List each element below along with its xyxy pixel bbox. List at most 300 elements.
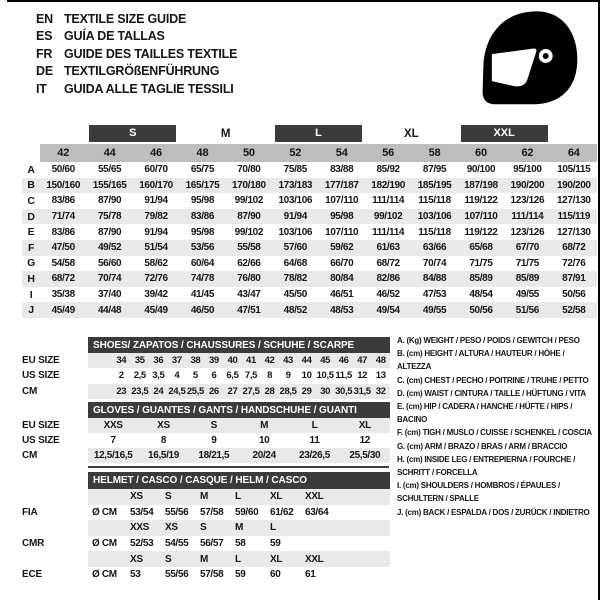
measurement-cell: 57/60 [283, 242, 307, 254]
helmet-size-cell: XL [270, 553, 283, 565]
measurement-cell: 50/56 [469, 304, 493, 316]
helmet-size-cell: 61/62 [270, 506, 294, 518]
shoes-size-cell: 40 [227, 355, 238, 367]
shoes-size-cell: 9 [285, 370, 291, 382]
measurement-cell: 99/102 [234, 195, 264, 207]
textile-row-G [22, 256, 597, 272]
size-number-cell: 42 [40, 144, 86, 162]
size-number-cell: 58 [411, 144, 457, 162]
measurement-cell: 127/130 [556, 195, 591, 207]
row-label: H [27, 272, 35, 285]
gloves-row [88, 448, 390, 463]
measurement-cell: 78/82 [283, 273, 307, 285]
measurement-cell: 54/58 [51, 257, 75, 269]
helmet-size-table [22, 472, 390, 583]
measurement-cell: 50/60 [51, 164, 75, 176]
gloves-size-cell: 10 [258, 435, 270, 446]
measurement-cell: 48/52 [283, 304, 307, 316]
gloves-size-cell: 12 [359, 435, 371, 446]
measurement-cell: 47/50 [51, 242, 75, 254]
shoes-size-cell: 27,5 [242, 385, 260, 397]
helmet-sizes-row [88, 520, 390, 536]
measurement-cell: 45/50 [283, 289, 307, 301]
measurement-cell: 39/42 [144, 289, 168, 301]
size-number-cell: 44 [86, 144, 132, 162]
measurement-cell: 87/90 [97, 195, 122, 207]
textile-table-body [22, 162, 597, 318]
textile-row-A [22, 162, 597, 178]
measurement-cell: 67/70 [515, 242, 539, 254]
gloves-row [88, 433, 390, 448]
size-number-cell: 54 [319, 144, 365, 162]
gloves-size-cell: 8 [160, 435, 167, 446]
size-number-cell: 62 [504, 144, 550, 162]
helmet-unit-cell: Ø CM [92, 569, 117, 581]
shoes-size-cell: 48 [375, 355, 386, 367]
measurement-cell: 82/86 [376, 273, 400, 285]
size-group-XXL: XXL [461, 125, 548, 142]
shoes-row-label: US SIZE [22, 370, 60, 382]
shoes-size-table [22, 337, 390, 399]
helmet-size-cell: 59 [235, 569, 246, 581]
shoes-size-cell: 27 [227, 385, 238, 397]
shoes-size-cell: 4 [174, 370, 180, 382]
shoes-row-label: CM [22, 385, 38, 397]
shoes-size-cell: 2 [118, 370, 124, 382]
measurement-cell: 75/78 [97, 211, 122, 223]
helmet-standard-label: ECE [22, 569, 42, 581]
helmet-size-cell: XXL [305, 553, 324, 565]
measurement-cell: 37/40 [97, 289, 122, 301]
shoes-size-cell: 32 [375, 385, 386, 397]
helmet-values-row [88, 536, 390, 552]
gloves-size-cell: S [210, 420, 217, 431]
textile-row-I [22, 287, 597, 303]
measurement-cell: 190/200 [556, 179, 591, 191]
helmet-size-cell: 53/54 [130, 506, 154, 518]
shoes-size-cell: 39 [208, 355, 219, 367]
measurement-cell: 155/165 [92, 179, 127, 191]
measurement-cell: 71/74 [51, 211, 75, 223]
measurement-cell: 52/58 [562, 304, 586, 316]
helmet-unit-cell: Ø CM [92, 506, 117, 518]
helmet-size-cell: XS [130, 491, 143, 503]
shoes-size-cell: 36 [153, 355, 164, 367]
language-label: GUÍA DE TALLAS [64, 29, 165, 44]
gloves-row-label: CM [22, 450, 38, 461]
legend-item: E. (cm) HIP / CADERA / HANCHE / HÜFTE / HIPS / BACINO [397, 402, 573, 425]
gloves-size-cell: 25,5/30 [349, 450, 381, 461]
measurement-cell: 47/51 [237, 304, 261, 316]
helmet-size-cell: L [235, 553, 241, 565]
measurement-cell: 55/58 [237, 242, 261, 254]
measurement-cell: 43/47 [237, 289, 261, 301]
gloves-size-cell: XL [358, 420, 371, 431]
measurement-cell: 53/56 [190, 242, 215, 254]
shoes-size-cell: 30 [320, 385, 331, 397]
measurement-cell: 45/49 [51, 304, 75, 316]
shoes-size-cell: 24 [153, 385, 164, 397]
measurement-cell: 91/94 [144, 226, 168, 238]
measurement-cell: 50/56 [562, 289, 586, 301]
shoes-size-cell: 35 [134, 355, 145, 367]
measurement-cell: 65/68 [469, 242, 493, 254]
measurement-cell: 87/90 [97, 226, 122, 238]
shoes-size-cell: 37 [171, 355, 182, 367]
shoes-size-cell: 10 [301, 370, 312, 382]
measurement-cell: 160/170 [139, 179, 173, 191]
measurement-cell: 87/95 [422, 164, 447, 176]
gloves-size-table [22, 402, 390, 463]
measurement-cell: 103/106 [278, 226, 313, 238]
textile-row-C [22, 193, 597, 209]
measurement-cell: 111/114 [372, 195, 405, 207]
helmet-size-cell: XS [165, 522, 178, 534]
measurement-cell: 55/65 [97, 164, 122, 176]
language-row [36, 45, 237, 63]
row-label: J [28, 304, 34, 317]
measurement-cell: 119/122 [464, 195, 498, 207]
measurement-cell: 103/106 [278, 195, 313, 207]
legend-item: D. (cm) WAIST / CINTURA / TAILLE / HÜFTUNG / VITA [397, 388, 586, 398]
measurement-cell: 44/48 [97, 304, 122, 316]
gloves-size-cell: 23/26,5 [299, 450, 330, 461]
measurement-cell: 49/54 [376, 304, 400, 316]
gloves-size-cell: M [260, 420, 269, 431]
helmet-size-cell: L [235, 491, 241, 503]
helmet-size-cell: 58 [235, 538, 246, 550]
row-label: G [27, 257, 35, 270]
language-code: ES [36, 29, 53, 44]
measurement-cell: 165/175 [185, 179, 220, 191]
shoes-size-cell: 26 [208, 385, 219, 397]
helmet-section-title: HELMET / CASCO / CASQUE / HELM / CASCO [88, 472, 390, 489]
size-number-cell: 50 [226, 144, 272, 162]
helmet-size-cell: 60 [270, 569, 281, 581]
shoes-size-cell: 45 [320, 355, 331, 367]
gloves-row-label: US SIZE [22, 435, 60, 446]
helmet-size-cell: 63/64 [305, 506, 329, 518]
helmet-size-cell: 59/60 [235, 506, 259, 518]
shoes-size-cell: 42 [264, 355, 275, 367]
gloves-size-cell: XXS [103, 420, 123, 431]
shoes-size-cell: 47 [357, 355, 368, 367]
helmet-sizes-row [88, 551, 390, 567]
measurement-cell: 127/130 [556, 226, 591, 238]
measurement-cell: 150/160 [46, 179, 81, 191]
measurement-cell: 115/118 [418, 195, 451, 207]
language-row [36, 63, 237, 81]
legend-item: F. (cm) TIGH / MUSLO / CUISSE / SCHENKEL / COSCIA [397, 428, 592, 438]
gloves-row [88, 418, 390, 433]
measurement-cell: 41/45 [190, 289, 215, 301]
measurement-cell: 182/190 [371, 179, 405, 191]
helmet-size-cell: 57/58 [200, 569, 224, 581]
measurement-cell: 91/94 [144, 195, 168, 207]
measurement-cell: 62/66 [237, 257, 261, 269]
measurement-cell: 60/64 [190, 257, 215, 269]
textile-row-E [22, 224, 597, 240]
measurement-cell: 46/52 [376, 289, 400, 301]
measurement-cell: 49/52 [97, 242, 122, 254]
shoes-size-cell: 8 [267, 370, 272, 382]
measurement-cell: 95/98 [190, 195, 215, 207]
measurement-cell: 68/72 [376, 257, 400, 269]
language-code: FR [36, 46, 53, 61]
size-group-M: M [220, 128, 231, 140]
row-label: I [29, 288, 33, 301]
shoes-row [88, 353, 390, 368]
row-label: D [27, 210, 35, 223]
measurement-cell: 123/126 [510, 226, 545, 238]
measurement-cell: 72/76 [144, 273, 168, 285]
helmet-size-cell: 56/57 [200, 538, 224, 550]
measurement-cell: 85/89 [469, 273, 493, 285]
measurement-cell: 83/86 [51, 226, 75, 238]
measurement-cell: 60/70 [144, 164, 168, 176]
language-label: TEXTILGRÖßENFÜHRUNG [64, 64, 220, 79]
measurement-cell: 35/38 [51, 289, 75, 301]
helmet-size-cell: 55/56 [165, 506, 189, 518]
helmet-size-cell: 54/55 [165, 538, 189, 550]
shoes-size-cell: 23 [116, 385, 127, 397]
shoes-size-cell: 10,5 [316, 370, 334, 382]
measurement-cell: 83/88 [330, 164, 354, 176]
size-number-cell: 64 [551, 144, 597, 162]
helmet-size-cell: 61 [305, 569, 316, 581]
measurement-cell: 48/54 [469, 289, 493, 301]
shoes-size-cell: 43 [283, 355, 293, 367]
shoes-size-cell: 44 [301, 355, 312, 367]
helmet-size-cell: XL [270, 491, 283, 503]
measurement-cell: 75/85 [283, 164, 307, 176]
gloves-size-cell: 20/24 [252, 450, 276, 461]
language-code: EN [36, 11, 53, 26]
measurement-cell: 56/60 [97, 257, 122, 269]
gloves-size-cell: XS [157, 420, 170, 431]
legend-item: G. (cm) ARM / BRAZO / BRAS / ARM / BRACCIO [397, 441, 568, 451]
legend-item: B. (cm) HEIGHT / ALTURA / HAUTEUR / HÖHE / ALTEZZA [397, 349, 565, 372]
helmet-values-row [88, 567, 390, 583]
row-label: F [27, 241, 35, 254]
measurement-cell: 76/80 [237, 273, 261, 285]
measurement-cell: 70/80 [237, 164, 261, 176]
helmet-size-cell: 55/56 [165, 569, 189, 581]
textile-row-F [22, 240, 597, 256]
legend-item: J. (cm) BACK / ESPALDA / DOS / ZURÜCK / INDIETRO [397, 507, 590, 517]
measurement-cell: 85/92 [376, 164, 400, 176]
measurement-cell: 61/63 [376, 242, 400, 254]
shoes-row [88, 368, 390, 383]
shoes-size-cell: 28 [264, 385, 275, 397]
shoes-size-cell: 25,5 [186, 385, 204, 397]
size-group-S: S [89, 125, 176, 142]
measurement-cell: 99/102 [373, 211, 403, 223]
helmet-size-cell: 52/53 [130, 538, 154, 550]
measurement-cell: 170/180 [232, 179, 266, 191]
helmet-standard-label: CMR [22, 538, 45, 550]
language-list [36, 10, 237, 98]
textile-size-table [22, 124, 597, 318]
shoes-size-cell: 29 [301, 385, 312, 397]
helmet-size-cell: L [270, 522, 276, 534]
measurement-cell: 74/78 [190, 273, 215, 285]
measurement-cell: 70/74 [422, 257, 447, 269]
measurement-cell: 95/98 [330, 211, 354, 223]
size-group-XL: XL [403, 128, 419, 140]
measurement-cell: 79/82 [144, 211, 168, 223]
measurement-cell: 99/102 [234, 226, 264, 238]
size-number-cell: 46 [133, 144, 179, 162]
measurement-cell: 51/56 [515, 304, 539, 316]
measurement-cell: 83/86 [190, 211, 215, 223]
legend-item: A. (Kg) WEIGHT / PESO / POIDS / GEWITCH / PESO [397, 336, 580, 345]
measurement-cell: 45/49 [144, 304, 168, 316]
measurement-cell: 84/88 [422, 273, 447, 285]
shoes-section-title: SHOES/ ZAPATOS / CHAUSSURES / SCHUHE / SCARPE [88, 337, 390, 353]
language-label: GUIDA ALLE TAGLIE TESSILI [64, 81, 234, 96]
row-label: B [27, 179, 35, 192]
shoes-size-cell: 24,5 [168, 385, 186, 397]
shoes-size-cell: 30,5 [335, 385, 353, 397]
language-code: IT [36, 81, 47, 96]
racing-helmet-icon [464, 2, 594, 110]
measurement-cell: 103/106 [417, 211, 452, 223]
shoes-size-cell: 5 [192, 370, 198, 382]
textile-group-row [22, 124, 597, 144]
size-number-cell: 56 [365, 144, 411, 162]
gloves-row-label: EU SIZE [22, 420, 60, 431]
gloves-size-cell: 7 [110, 435, 116, 446]
textile-row-B [22, 178, 597, 194]
size-number-cell: 60 [458, 144, 504, 162]
row-label: E [27, 226, 35, 239]
measurement-cell: 46/50 [190, 304, 215, 316]
measurement-cell: 85/89 [515, 273, 539, 285]
measurement-cell: 65/75 [190, 164, 215, 176]
language-label: TEXTILE SIZE GUIDE [64, 11, 187, 26]
size-group-L: L [275, 125, 362, 142]
helmet-size-cell: M [235, 522, 243, 534]
shoes-size-cell: 46 [338, 355, 349, 367]
helmet-standard-label [22, 489, 88, 505]
helmet-size-cell: 57/58 [200, 506, 224, 518]
measurement-cell: 51/54 [144, 242, 168, 254]
measurement-cell: 185/195 [417, 179, 452, 191]
helmet-size-cell: XXS [130, 522, 149, 534]
measurement-cell: 90/100 [466, 164, 496, 176]
size-number-cell: 52 [272, 144, 318, 162]
gloves-section-title: GLOVES / GUANTES / GANTS / HANDSCHUHE / GUANTI [88, 402, 390, 418]
measurement-cell: 83/86 [51, 195, 75, 207]
measurement-cell: 48/53 [330, 304, 354, 316]
measurement-cell: 107/110 [464, 211, 498, 223]
shoes-size-cell: 28,5 [279, 385, 297, 397]
measurement-cell: 68/72 [51, 273, 75, 285]
shoes-size-cell: 34 [116, 355, 127, 367]
measurement-cell: 63/66 [422, 242, 447, 254]
gloves-size-cell: 18/21,5 [198, 450, 230, 461]
measurement-cell: 91/94 [283, 211, 307, 223]
measurement-cell: 64/68 [283, 257, 307, 269]
gloves-size-cell: 12,5/16,5 [93, 450, 133, 461]
measurement-cell: 123/126 [510, 195, 545, 207]
helmet-section-divider [88, 466, 389, 468]
measurement-cell: 49/55 [515, 289, 539, 301]
textile-size-number-row [22, 144, 597, 162]
helmet-size-cell: S [165, 491, 172, 503]
shoes-size-cell: 31,5 [353, 385, 371, 397]
textile-row-H [22, 271, 597, 287]
helmet-size-cell: M [200, 491, 208, 503]
gloves-size-cell: 9 [211, 435, 217, 446]
gloves-size-cell: L [311, 420, 318, 431]
measurement-cell: 59/62 [330, 242, 354, 254]
shoes-size-cell: 6 [211, 370, 217, 382]
gloves-size-cell: 11 [309, 435, 320, 446]
language-row [36, 10, 237, 28]
measurement-cell: 115/118 [418, 226, 451, 238]
shoes-size-cell: 2,5 [133, 370, 146, 382]
measurement-cell: 177/187 [324, 179, 359, 191]
shoes-size-cell: 11,5 [335, 370, 352, 382]
shoes-size-cell: 23,5 [131, 385, 149, 397]
shoes-row [88, 384, 390, 399]
helmet-standard-label: FIA [22, 506, 38, 518]
shoes-size-cell: 7,5 [244, 370, 258, 382]
measurement-cell: 105/115 [557, 164, 591, 176]
measurement-cell: 87/91 [562, 273, 586, 285]
helmet-size-cell: XS [130, 553, 143, 565]
measurement-cell: 71/75 [515, 257, 539, 269]
measurement-cell: 87/90 [237, 211, 261, 223]
helmet-size-cell: M [200, 553, 208, 565]
measurement-cell: 107/110 [325, 195, 359, 207]
helmet-values-row [88, 505, 390, 521]
legend-item: C. (cm) CHEST / PECHO / POITRINE / TRUHE / PETTO [397, 375, 589, 385]
language-code: DE [36, 64, 53, 79]
measurement-cell: 46/51 [330, 289, 354, 301]
measurement-cell: 119/122 [464, 226, 498, 238]
helmet-size-cell: 53 [130, 569, 141, 581]
measurement-cell: 68/72 [562, 242, 586, 254]
measurement-cell: 115/119 [557, 211, 591, 223]
size-number-cell: 48 [179, 144, 225, 162]
measurement-cell: 95/98 [190, 226, 215, 238]
measurement-cell: 80/84 [330, 273, 354, 285]
measurement-legend [397, 334, 598, 519]
measurement-cell: 111/114 [372, 226, 405, 238]
shoes-size-cell: 3,5 [152, 370, 165, 382]
measurement-cell: 107/110 [325, 226, 359, 238]
textile-row-D [22, 209, 597, 225]
measurement-cell: 47/53 [422, 289, 447, 301]
language-row [36, 80, 237, 98]
shoes-size-cell: 41 [246, 355, 256, 367]
helmet-sizes-row [88, 489, 390, 505]
measurement-cell: 49/55 [422, 304, 447, 316]
legend-item: H. (cm) INSIDE LEG / ENTREPIERNA / FOURCHE / SCHRITT / FORCELLA [397, 454, 576, 478]
measurement-cell: 190/200 [510, 179, 545, 191]
row-label: A [27, 163, 35, 176]
helmet-size-cell: S [200, 522, 207, 534]
measurement-cell: 173/183 [278, 179, 313, 191]
helmet-size-cell: 59 [270, 538, 281, 550]
shoes-size-cell: 6,5 [226, 370, 239, 382]
shoes-row-label: EU SIZE [22, 355, 60, 367]
measurement-cell: 70/74 [97, 273, 122, 285]
shoes-size-cell: 38 [190, 355, 201, 367]
